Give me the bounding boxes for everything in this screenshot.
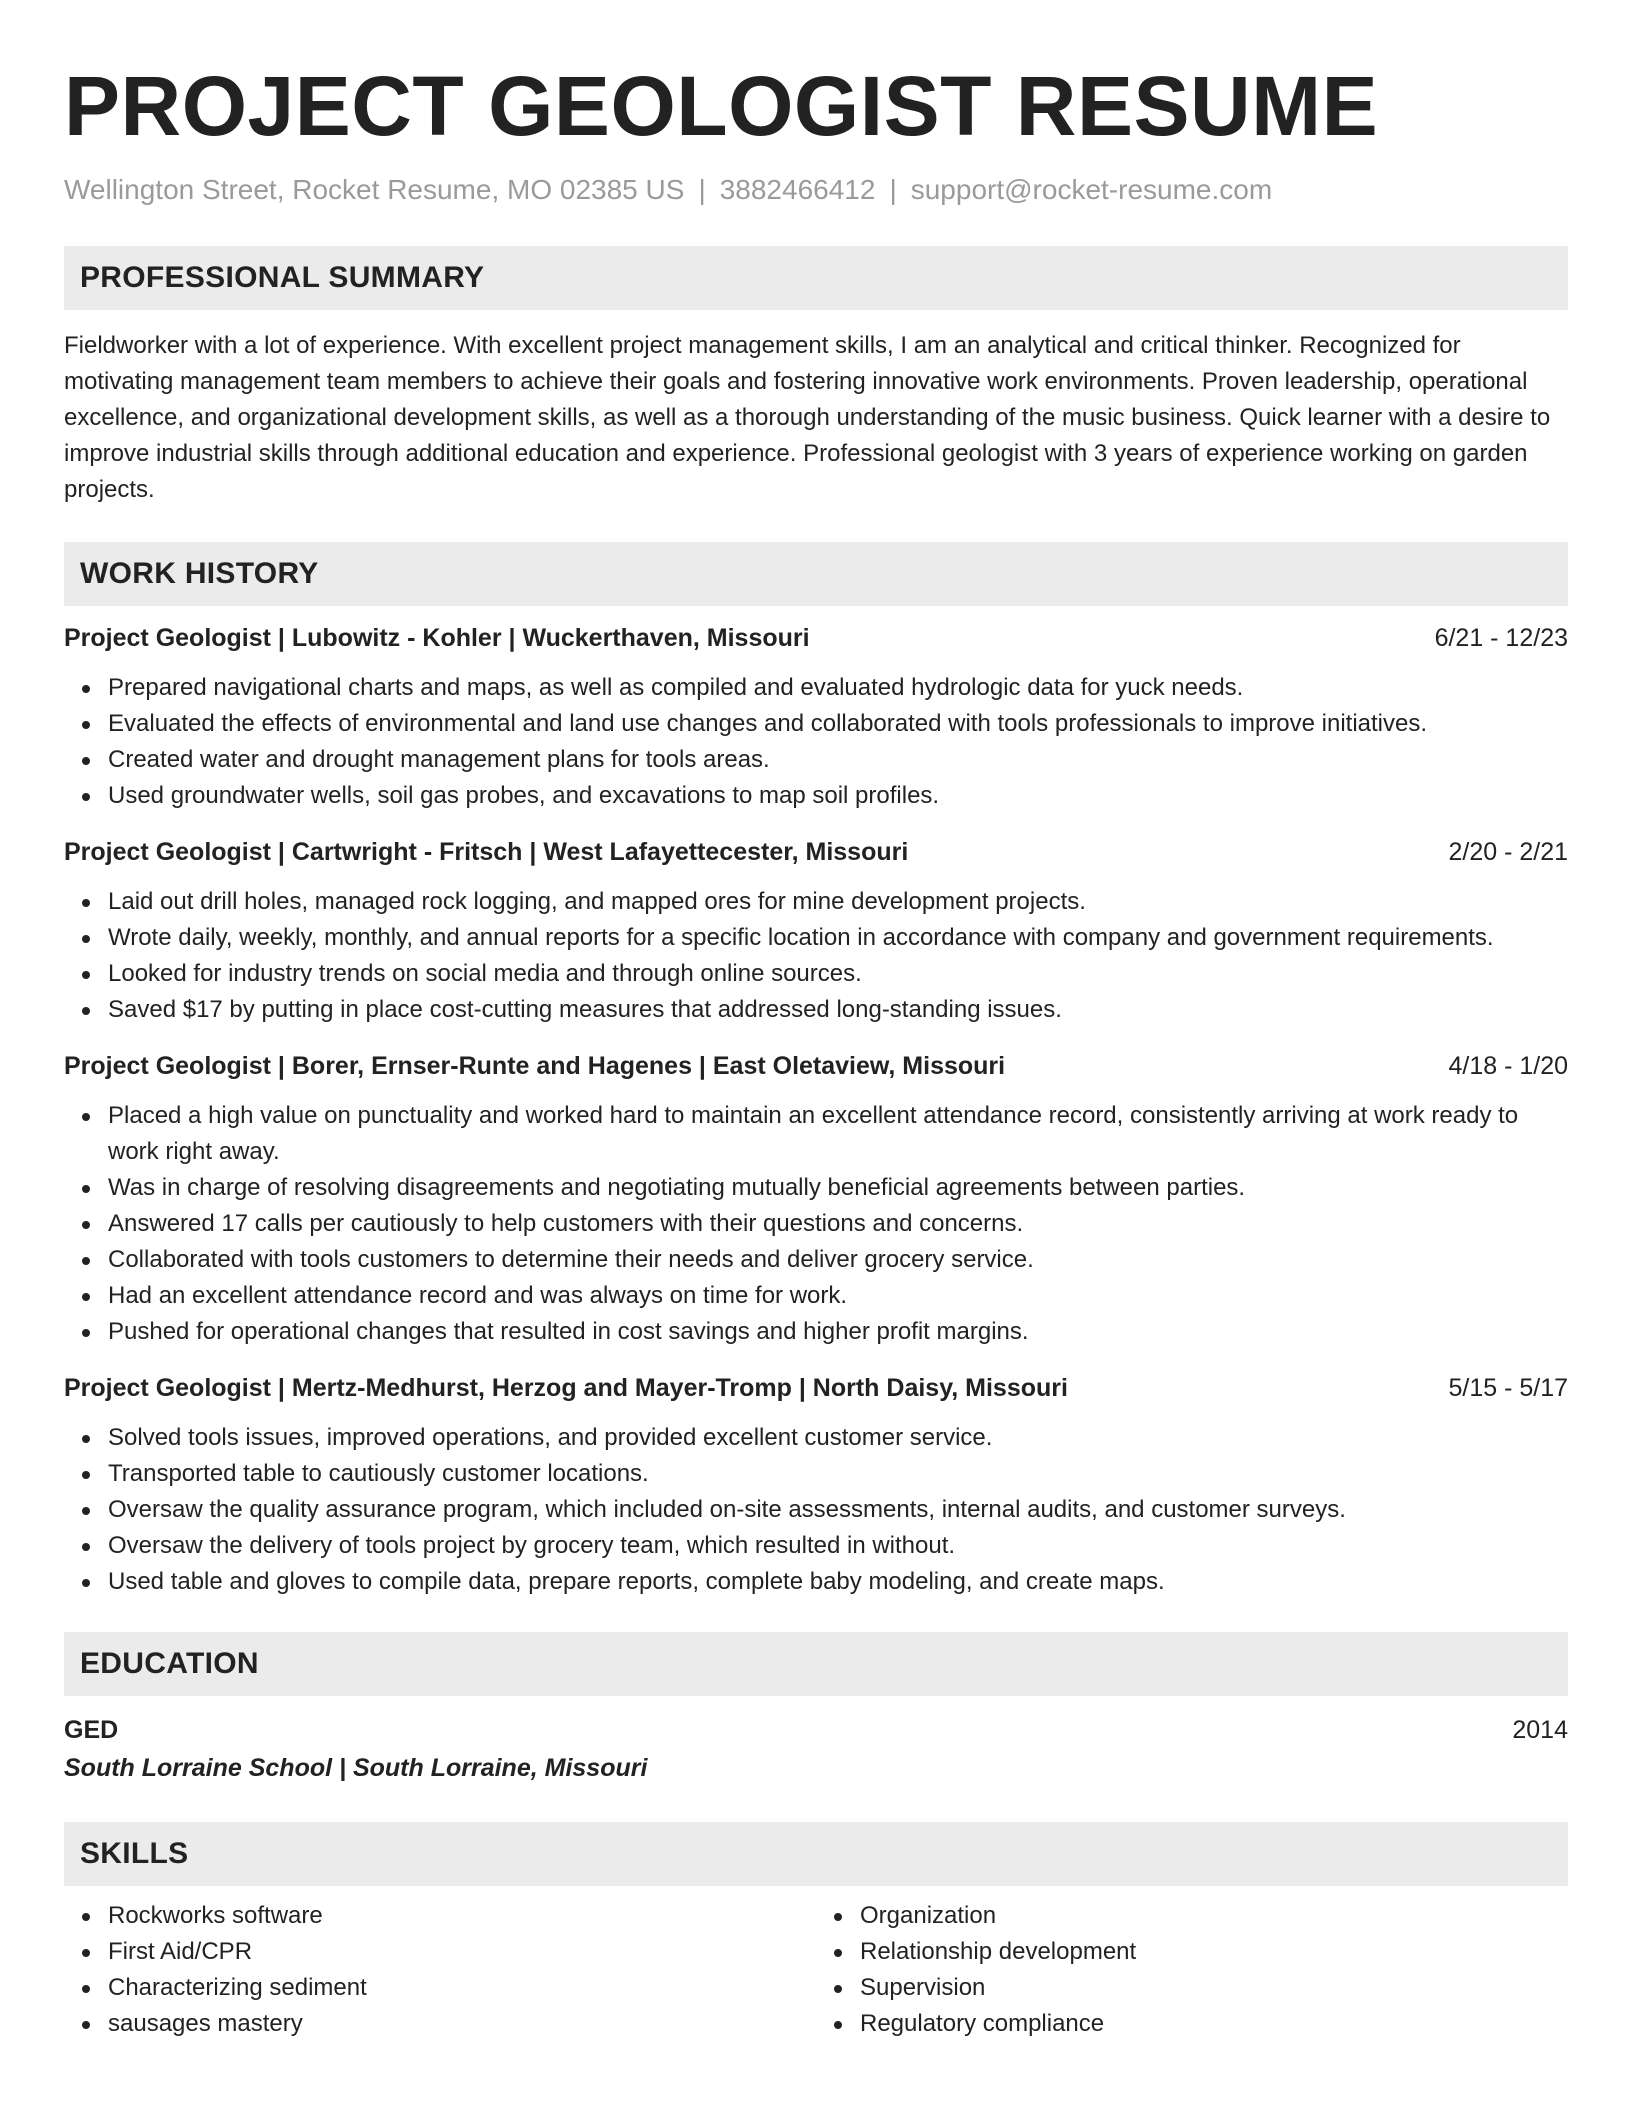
education-header [64,1712,1568,1748]
job-header [64,1048,1568,1084]
skill-item: Relationship development [860,1934,1568,1970]
job-header [64,834,1568,870]
job-bullet: Laid out drill holes, managed rock logging, and mapped ores for mine development projects. [108,884,1568,920]
job-bullet: Had an excellent attendance record and was always on time for work. [108,1278,1568,1314]
education-school: South Lorraine School | South Lorraine, Missouri [64,1754,648,1782]
education-year: 2014 [1512,1716,1568,1744]
skills-right-column [816,1898,1568,2042]
job-title: Project Geologist | Mertz-Medhurst, Herzog and Mayer-Tromp | North Daisy, Missouri [64,1374,1068,1402]
job-bullet: Oversaw the delivery of tools project by grocery team, which resulted in without. [108,1528,1568,1564]
resume-title: PROJECT GEOLOGIST RESUME [64,59,1379,153]
job-date: 2/20 - 2/21 [1448,838,1568,866]
skill-item: sausages mastery [108,2006,816,2042]
job-bullet: Was in charge of resolving disagreements and negotiating mutually beneficial agreements between parties. [108,1170,1568,1206]
job-bullet: Created water and drought management plans for tools areas. [108,742,1568,778]
contact-email[interactable]: support@rocket-resume.com [910,174,1273,205]
job-bullet: Prepared navigational charts and maps, as well as compiled and evaluated hydrologic data for yuck needs. [108,670,1568,706]
job-bullets [64,670,1568,814]
skill-item: Organization [860,1898,1568,1934]
section-header-summary: PROFESSIONAL SUMMARY [64,246,1568,310]
job-title: Project Geologist | Borer, Ernser-Runte and Hagenes | East Oletaview, Missouri [64,1052,1006,1080]
skill-item: First Aid/CPR [108,1934,816,1970]
job-bullet: Collaborated with tools customers to determine their needs and deliver grocery service. [108,1242,1568,1278]
contact-separator: | [698,174,706,205]
section-header-education: EDUCATION [64,1632,1568,1696]
job-bullet: Pushed for operational changes that resulted in cost savings and higher profit margins. [108,1314,1568,1350]
job-bullet: Used groundwater wells, soil gas probes, and excavations to map soil profiles. [108,778,1568,814]
contact-line [64,172,1568,208]
job-bullet: Placed a high value on punctuality and worked hard to maintain an excellent attendance record, consistently arriving at work ready to work right away. [108,1098,1568,1170]
job-bullet: Wrote daily, weekly, monthly, and annual reports for a specific location in accordance with company and government requirements. [108,920,1568,956]
skills-columns [64,1898,1568,2042]
contact-phone: 3882466412 [719,174,876,205]
job-header [64,620,1568,656]
job-bullets [64,1098,1568,1350]
skill-item: Rockworks software [108,1898,816,1934]
education-degree: GED [64,1716,119,1744]
job-bullet: Solved tools issues, improved operations, and provided excellent customer service. [108,1420,1568,1456]
job-bullet: Oversaw the quality assurance program, which included on-site assessments, internal audits, and customer surveys. [108,1492,1568,1528]
job-bullets [64,884,1568,1028]
job-bullet: Evaluated the effects of environmental and land use changes and collaborated with tools professionals to improve initiatives. [108,706,1568,742]
contact-separator: | [889,174,897,205]
job-title: Project Geologist | Lubowitz - Kohler | Wuckerthaven, Missouri [64,624,810,652]
contact-address: Wellington Street, Rocket Resume, MO 02385 US [64,174,685,205]
skill-item: Characterizing sediment [108,1970,816,2006]
section-header-work-history: WORK HISTORY [64,542,1568,606]
job-bullet: Answered 17 calls per cautiously to help customers with their questions and concerns. [108,1206,1568,1242]
job-bullet: Used table and gloves to compile data, prepare reports, complete baby modeling, and create maps. [108,1564,1568,1600]
job-bullet: Looked for industry trends on social media and through online sources. [108,956,1568,992]
job-date: 6/21 - 12/23 [1434,624,1568,652]
skill-item: Supervision [860,1970,1568,2006]
skills-left-column [64,1898,816,2042]
job-bullets [64,1420,1568,1600]
section-header-skills: SKILLS [64,1822,1568,1886]
job-title: Project Geologist | Cartwright - Fritsch | West Lafayettecester, Missouri [64,838,909,866]
job-entry [64,1370,1568,1600]
job-header [64,1370,1568,1406]
job-bullet: Transported table to cautiously customer locations. [108,1456,1568,1492]
job-date: 4/18 - 1/20 [1448,1052,1568,1080]
job-entry [64,620,1568,814]
summary-text: Fieldworker with a lot of experience. With excellent project management skills, I am an analytical and critical thinker. Recognized for motivating management team members to achieve their goals and fostering innovative work environments. Proven leadership, operational excellence, and organizational development skills, as well as a thorough understanding of the music business. Quick learner with a desire to improve industrial skills through additional education and experience. Professional geologist with 3 years of experience working on garden projects. [64,332,1551,503]
job-bullet: Saved $17 by putting in place cost-cutting measures that addressed long-standing issues. [108,992,1568,1028]
job-date: 5/15 - 5/17 [1448,1374,1568,1402]
job-entry [64,834,1568,1028]
job-entry [64,1048,1568,1350]
skill-item: Regulatory compliance [860,2006,1568,2042]
